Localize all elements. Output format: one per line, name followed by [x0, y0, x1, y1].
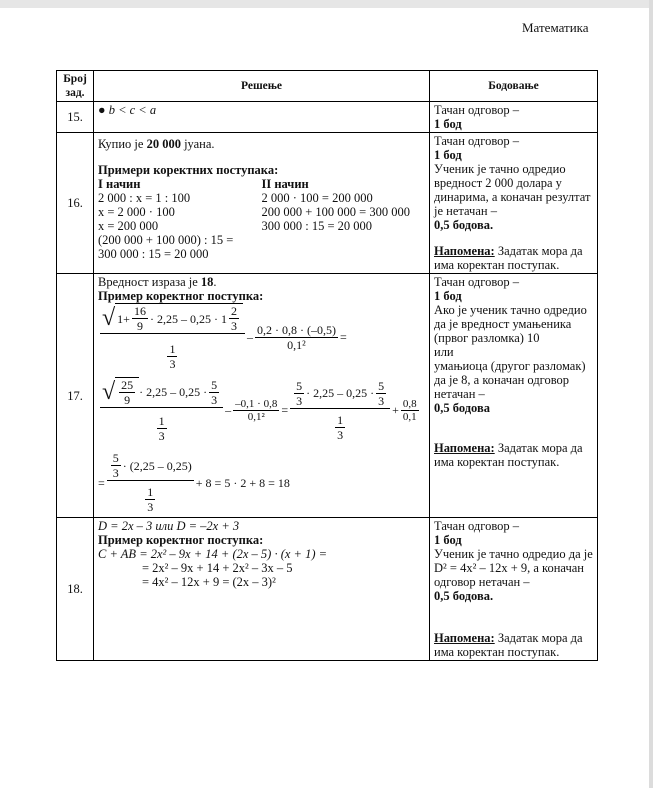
fraction-numerator: 16	[133, 304, 146, 318]
answer-text: D = 2x – 3 или D = –2x + 3	[98, 519, 240, 533]
term: · 2,25 – 0,25 ·	[139, 385, 208, 399]
answer-value: 20 000	[146, 137, 181, 151]
methods	[98, 177, 425, 261]
fraction-numerator: 1	[158, 414, 165, 428]
score-or: или	[434, 345, 454, 359]
method-line: 200 000 + 100 000 = 300 000	[261, 205, 410, 219]
solution-cell	[94, 518, 430, 661]
note-label: Напомена:	[434, 631, 495, 645]
method-line: (200 000 + 100 000) : 15 =	[98, 233, 234, 247]
work-line: = 4x² – 12x + 9 = (2x – 3)²	[142, 575, 276, 589]
score-points: 1 бод	[434, 117, 462, 131]
example-heading: Пример коректног поступка:	[98, 533, 264, 547]
fraction-denominator: 0,1²	[247, 410, 265, 423]
score-partial: Ученик је тачно одредио да је D² = 4x² – 12x + 9, а коначан одговор нетачан –	[434, 547, 593, 589]
term: · (2,25 – 0,25)	[122, 458, 192, 473]
fraction-denominator: 3	[211, 392, 218, 407]
score-line: Тачан одговор –	[434, 519, 520, 533]
fraction-denominator: 0,1	[402, 410, 417, 423]
answer-end: .	[213, 275, 217, 289]
fraction-denominator: 3	[147, 500, 154, 514]
method-line: 300 000 : 15 = 20 000	[261, 219, 373, 233]
column-header-solution: Решење	[94, 71, 430, 102]
fraction-denominator: 3	[337, 427, 344, 442]
viewer-scrollbar[interactable]	[649, 0, 653, 788]
viewer-top-edge	[0, 0, 653, 8]
fraction-denominator: 0,1²	[287, 337, 306, 352]
method-title: II начин	[261, 177, 309, 191]
answer-end: јуана.	[180, 137, 215, 151]
fraction-denominator: 3	[158, 429, 165, 443]
operator: =	[339, 330, 347, 344]
fraction-denominator: 3	[296, 393, 303, 408]
method-line: x = 200 000	[98, 219, 159, 233]
answer-sentence	[98, 137, 425, 151]
method-title: I начин	[98, 177, 141, 191]
task-number: 15.	[57, 102, 94, 133]
fraction-numerator: –0,1 · 0,8	[235, 397, 278, 410]
scoring-cell	[430, 274, 598, 518]
task-number: 16.	[57, 133, 94, 274]
operator: –	[246, 330, 253, 344]
score-line: Тачан одговор –	[434, 275, 520, 289]
score-points: 1 бод	[434, 148, 462, 162]
note-text: Задатак мора да има коректан поступак.	[434, 441, 583, 469]
table-row-18	[57, 518, 598, 661]
fraction-denominator: 3	[230, 319, 237, 333]
answer-intro: Купио је	[98, 137, 147, 151]
main-fraction: √ $\frac{25}{9}$ · 2,25 – 0,25 · $\frac{5}{3}$ $\frac{1}{3}$	[100, 377, 223, 443]
operator: +	[392, 403, 399, 417]
task-number: 17.	[57, 274, 94, 518]
table-row-16	[57, 133, 598, 274]
answer-intro: Вредност израза је	[98, 275, 201, 289]
note	[434, 631, 593, 659]
solution-cell	[94, 102, 430, 133]
term: · 2,25 – 0,25 · 1	[149, 311, 227, 326]
table-row-15	[57, 102, 598, 133]
note-label: Напомена:	[434, 244, 495, 258]
method-line: x = 2 000 · 100	[98, 205, 175, 219]
scoring-cell	[430, 518, 598, 661]
fraction-denominator: 9	[136, 319, 143, 333]
score-partial: Ако је ученик тачно одредио да је вредност умањеника (првог разломка) 10	[434, 303, 587, 345]
answer-text: b < c < a	[108, 103, 157, 117]
main-fraction: √ 1+ $\frac{16}{9}$ · 2,25 – 0,25 · 1 $\frac{2}{3}$ $\frac{1}{3}$	[100, 303, 245, 371]
fraction-numerator: 2	[230, 304, 237, 318]
note	[434, 244, 593, 272]
example-heading: Пример коректног поступка:	[98, 289, 264, 303]
note	[434, 441, 593, 469]
score-partial-points: 0,5 бодова.	[434, 218, 494, 232]
score-line: Тачан одговор –	[434, 103, 520, 117]
fraction-numerator: 5	[378, 378, 385, 393]
operator: –	[225, 403, 232, 417]
operator: =	[98, 475, 105, 490]
main-fraction	[107, 451, 194, 514]
fraction-numerator: 0,8	[402, 397, 417, 410]
fraction-denominator: 9	[124, 393, 131, 407]
operator: =	[281, 403, 289, 417]
work-line: C + AB = 2x² – 9x + 14 + (2x – 5) · (x + 1) =	[98, 547, 328, 561]
score-partial-points: 0,5 бодова.	[434, 589, 494, 603]
score-partial: Ученик је тачно одредио вредност 2 000 долара у динарима, а коначан резултат је нетачан –	[434, 162, 591, 218]
method-2	[262, 177, 426, 261]
method-line: 2 000 : x = 1 : 100	[98, 191, 191, 205]
method-line: 2 000 · 100 = 200 000	[261, 191, 373, 205]
fraction-denominator: 3	[378, 393, 385, 408]
solution-cell	[94, 274, 430, 518]
fraction-numerator: 1	[147, 485, 154, 499]
method-1	[98, 177, 262, 261]
fraction-denominator: 3	[169, 357, 176, 371]
method-line: 300 000 : 15 = 20 000	[98, 247, 209, 261]
expression-2	[98, 377, 425, 443]
column-header-scoring: Бодовање	[430, 71, 598, 102]
term: 1+	[117, 311, 130, 326]
table-header-row	[57, 71, 598, 102]
middle-fraction	[290, 379, 390, 442]
score-partial-points: 0,5 бодова	[434, 401, 490, 415]
task-number: 18.	[57, 518, 94, 661]
term: · 2,25 – 0,25 ·	[306, 386, 375, 400]
fraction-numerator: 5	[211, 377, 218, 392]
fraction-numerator: 1	[337, 412, 344, 427]
scoring-cell	[430, 102, 598, 133]
fraction-numerator: 25	[121, 378, 134, 392]
fraction-numerator: 5	[296, 378, 303, 393]
score-partial: умањиоца (другог разломак) да је 8, а коначан одговор нетачан –	[434, 359, 586, 401]
column-header-number: Број зад.	[57, 71, 94, 102]
fraction-numerator: 5	[112, 451, 119, 465]
expression-3	[98, 451, 425, 514]
score-points: 1 бод	[434, 533, 462, 547]
fraction-numerator: 1	[169, 342, 176, 356]
answer-sentence	[98, 275, 425, 289]
note-text: Задатак мора да има коректан поступак.	[434, 631, 583, 659]
fraction-denominator: 3	[112, 466, 119, 480]
solution-cell	[94, 133, 430, 274]
table-row-17	[57, 274, 598, 518]
term: + 8 = 5 · 2 + 8 = 18	[195, 475, 290, 490]
bullet-icon: ●	[98, 103, 106, 117]
answer-value: 18	[200, 275, 214, 289]
solutions-table	[56, 70, 598, 661]
scoring-cell	[430, 133, 598, 274]
note-text: Задатак мора да има коректан поступак.	[434, 244, 583, 272]
expression-1	[98, 303, 425, 371]
score-points: 1 бод	[434, 289, 462, 303]
work-line: = 2x² – 9x + 14 + 2x² – 3x – 5	[142, 561, 293, 575]
fraction-numerator: 0,2 · 0,8 · (–0,5)	[256, 322, 336, 337]
note-label: Напомена:	[434, 441, 495, 455]
examples-heading: Примери коректних поступака:	[98, 163, 279, 177]
page-header-subject: Математика	[522, 20, 589, 35]
score-line: Тачан одговор –	[434, 134, 520, 148]
